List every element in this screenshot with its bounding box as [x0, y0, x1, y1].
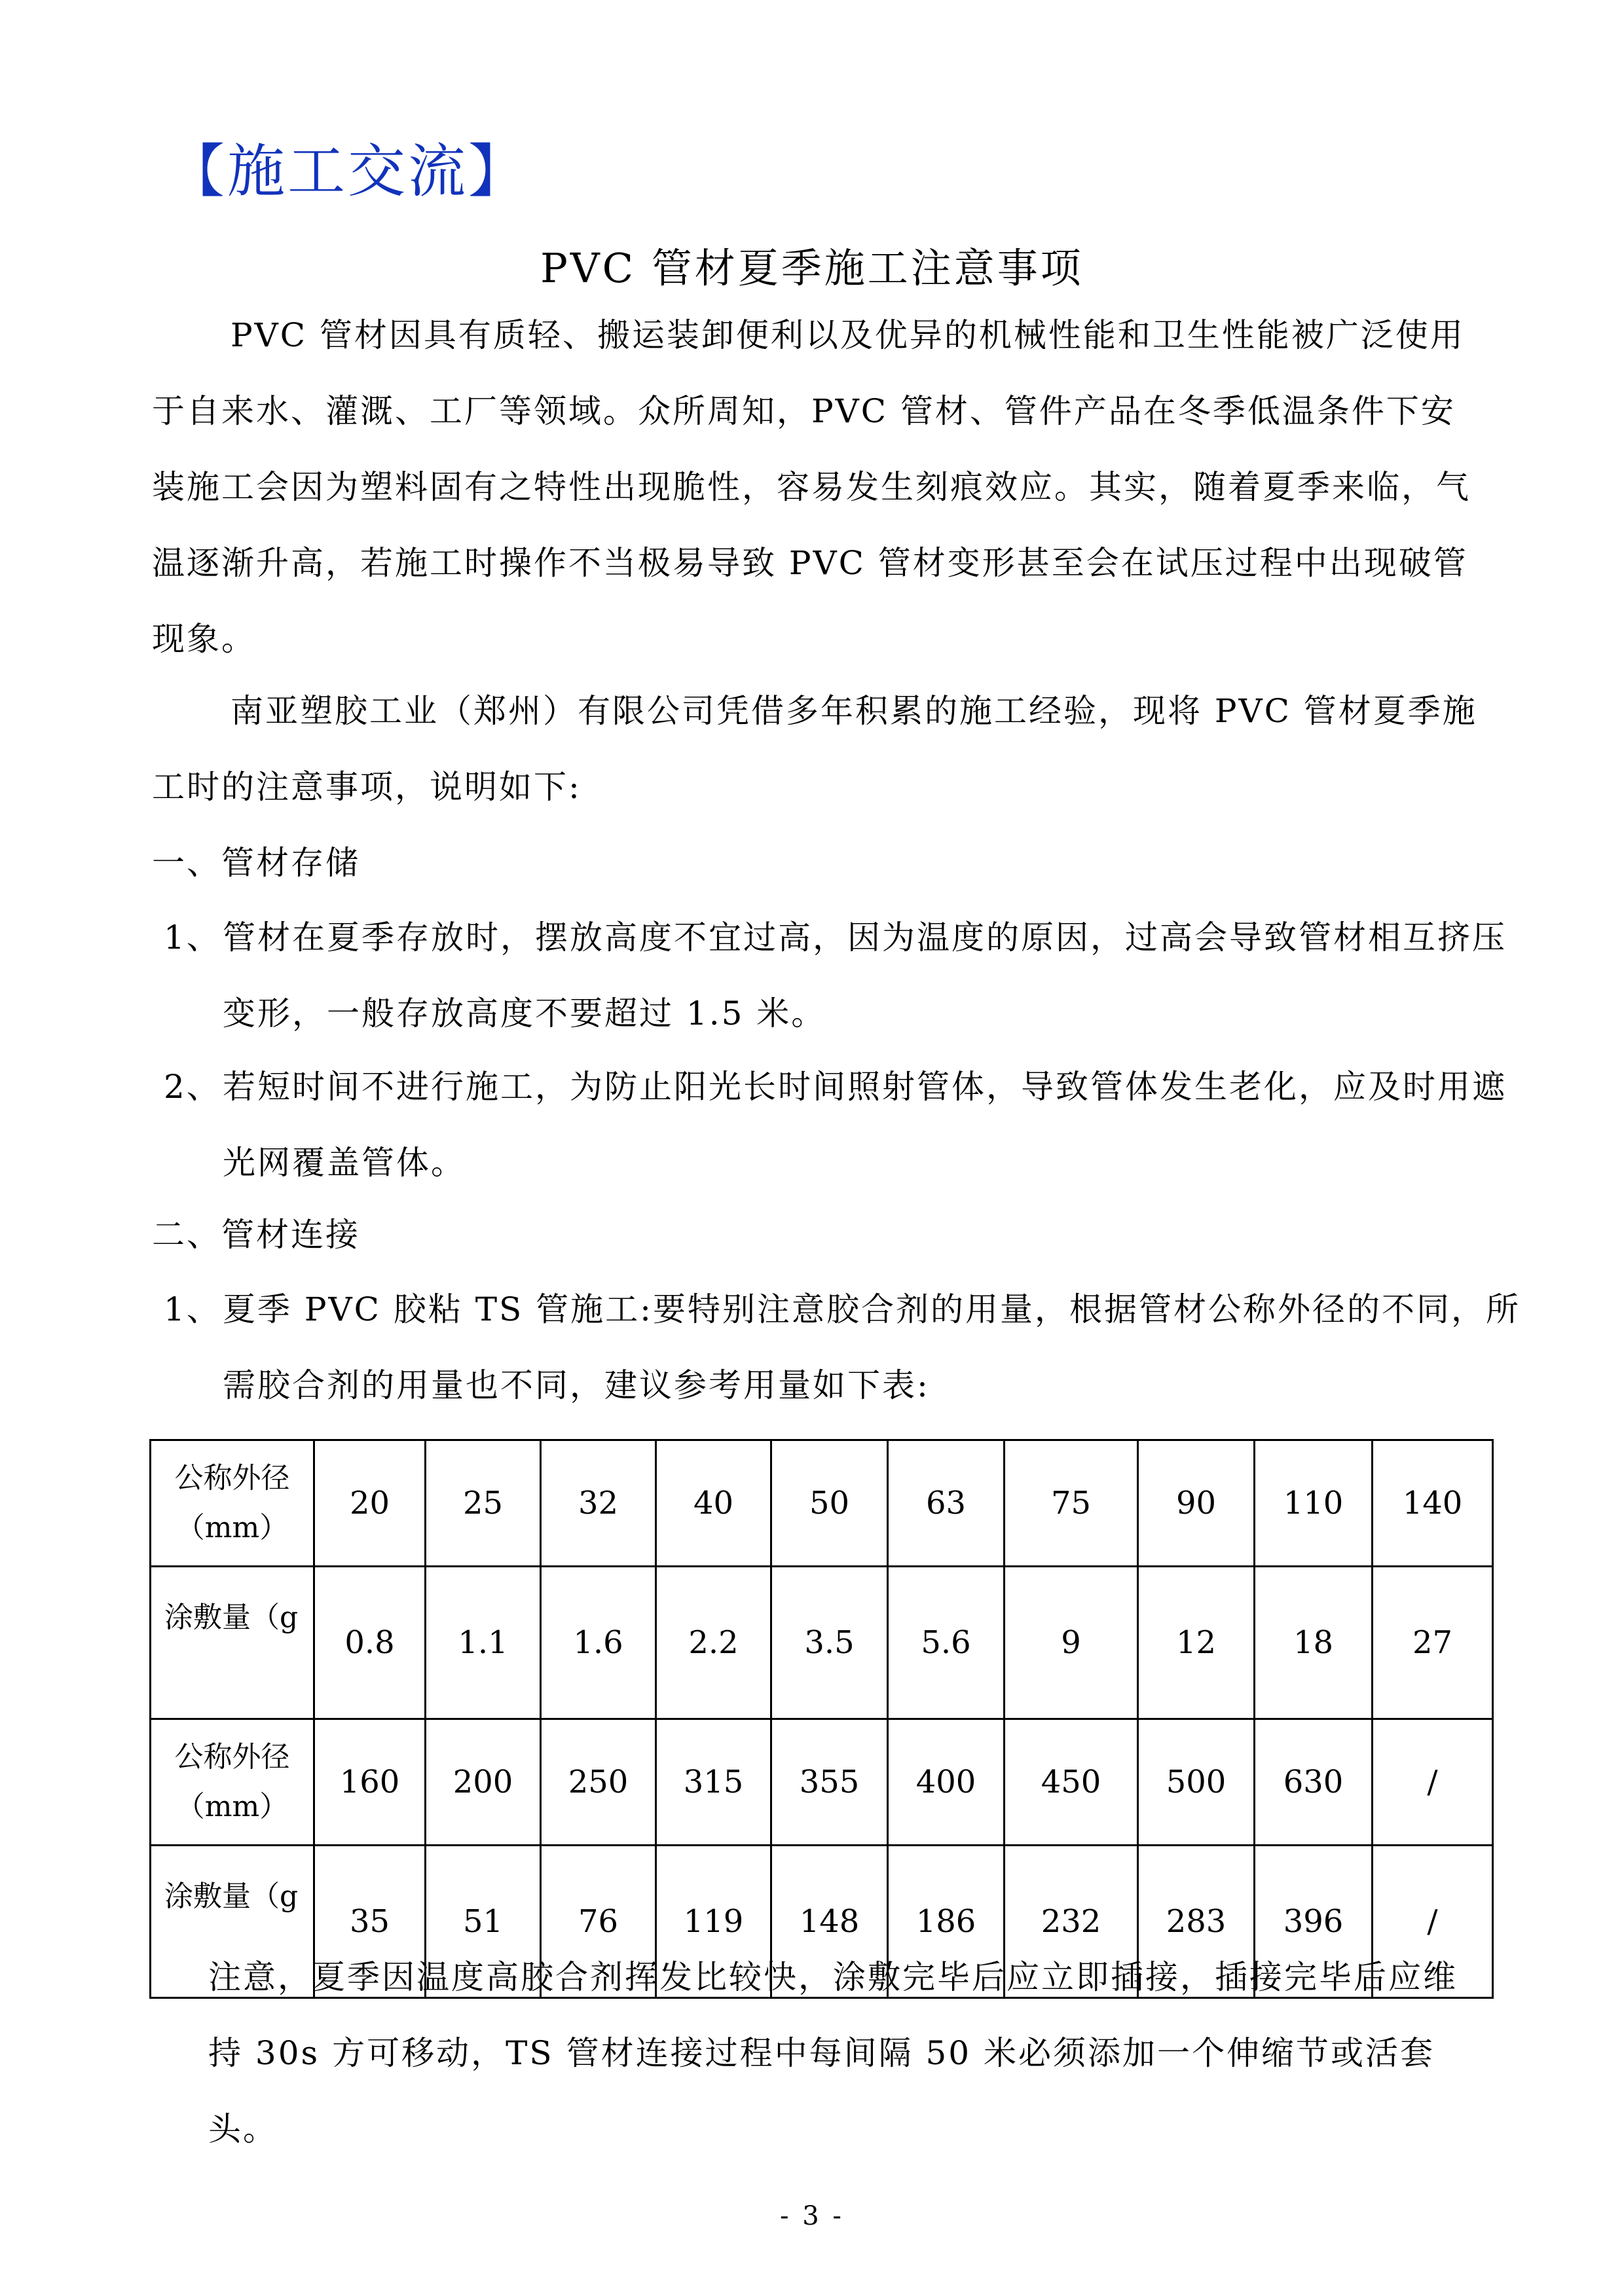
- intro-paragraph: [152, 297, 1481, 677]
- table-cell: 27: [1373, 1567, 1493, 1719]
- intro2-text: 南亚塑胶工业（郑州）有限公司凭借多年积累的施工经验，现将 PVC 管材夏季施工时的注意事项，说明如下:: [152, 692, 1477, 806]
- table-cell: 232: [1005, 1846, 1138, 1998]
- table-cell: 5.6: [888, 1567, 1005, 1719]
- table-cell: 119: [656, 1846, 771, 1998]
- table-cell: /: [1373, 1719, 1493, 1846]
- section-tag: 【施工交流】: [167, 137, 529, 205]
- table-cell: 160: [314, 1719, 426, 1846]
- table-cell: 450: [1005, 1719, 1138, 1846]
- note-paragraph: 注意，夏季因温度高胶合剂挥发比较快，涂敷完毕后应立即插接，插接完毕后应维持 30s 方可移动，TS 管材连接过程中每间隔 50 米必须添加一个伸缩节或活套头。: [208, 1958, 1458, 2148]
- table-cell: 40: [656, 1440, 771, 1567]
- item-text: 夏季 PVC 胶粘 TS 管施工:要特别注意胶合剂的用量，根据管材公称外径的不同，所需胶合剂的用量也不同，建议参考用量如下表:: [223, 1290, 1521, 1404]
- table-cell: 110: [1255, 1440, 1373, 1567]
- table-cell: 396: [1255, 1846, 1373, 1998]
- intro-paragraph-2: [152, 673, 1481, 825]
- table-cell: 2.2: [656, 1567, 771, 1719]
- glue-amount-table: [149, 1439, 1494, 1999]
- table-cell: 315: [656, 1719, 771, 1846]
- table-cell: 400: [888, 1719, 1005, 1846]
- table-cell: 630: [1255, 1719, 1373, 1846]
- table-row-label: 公称外径 （mm）: [151, 1440, 314, 1567]
- section-1-heading: 一、管材存储: [152, 844, 360, 882]
- table-cell: 1.6: [541, 1567, 656, 1719]
- table-cell: 51: [426, 1846, 541, 1998]
- table-cell: 186: [888, 1846, 1005, 1998]
- table-cell: 500: [1138, 1719, 1255, 1846]
- item-number: 1、: [164, 919, 221, 957]
- table-cell: 3.5: [771, 1567, 888, 1719]
- table-cell: 20: [314, 1440, 426, 1567]
- table-cell: 35: [314, 1846, 426, 1998]
- table-cell: 355: [771, 1719, 888, 1846]
- section-2-item-1: [164, 1271, 1540, 1423]
- table-cell: 25: [426, 1440, 541, 1567]
- item-number: 1、: [164, 1290, 221, 1328]
- section-1-item-2: [164, 1049, 1540, 1201]
- table-row: [151, 1719, 1493, 1846]
- table-cell: 283: [1138, 1846, 1255, 1998]
- document-title: PVC 管材夏季施工注意事项: [540, 244, 1084, 292]
- item-text: 若短时间不进行施工，为防止阳光长时间照射管体，导致管体发生老化，应及时用遮光网覆盖管体。: [223, 1068, 1507, 1182]
- table-cell: 75: [1005, 1440, 1138, 1567]
- table-cell: 140: [1373, 1440, 1493, 1567]
- table-cell: /: [1373, 1846, 1493, 1998]
- table-cell: 50: [771, 1440, 888, 1567]
- table-cell: 0.8: [314, 1567, 426, 1719]
- table-cell: 12: [1138, 1567, 1255, 1719]
- table-cell: 9: [1005, 1567, 1138, 1719]
- table-row: [151, 1440, 1493, 1567]
- table-row-label: 公称外径 （mm）: [151, 1719, 314, 1846]
- table-cell: 76: [541, 1846, 656, 1998]
- table-cell: 18: [1255, 1567, 1373, 1719]
- page-number: - 3 -: [780, 2201, 844, 2231]
- item-text: 管材在夏季存放时，摆放高度不宜过高，因为温度的原因，过高会导致管材相互挤压变形，一般存放高度不要超过 1.5 米。: [223, 919, 1507, 1032]
- intro-text: PVC 管材因具有质轻、搬运装卸便利以及优异的机械性能和卫生性能被广泛使用于自来水、灌溉、工厂等领域。众所周知，PVC 管材、管件产品在冬季低温条件下安装施工会因为塑料固有之特性出现脆性，容易发生刻痕效应。其实，随着夏季来临，气温逐渐升高，若施工时操作不当极易导致 PVC 管材变形甚至会在试压过程中出现破管现象。: [152, 316, 1471, 658]
- table-cell: 90: [1138, 1440, 1255, 1567]
- table-cell: 148: [771, 1846, 888, 1998]
- table-cell: 1.1: [426, 1567, 541, 1719]
- table-cell: 63: [888, 1440, 1005, 1567]
- section-2-heading: 二、管材连接: [152, 1216, 360, 1254]
- table-cell: 32: [541, 1440, 656, 1567]
- item-number: 2、: [164, 1068, 221, 1106]
- table-row: [151, 1567, 1493, 1719]
- table-row-label: 涂敷量（g: [151, 1846, 314, 1998]
- table-cell: 200: [426, 1719, 541, 1846]
- table-row-label: 涂敷量（g: [151, 1567, 314, 1719]
- section-1-item-1: [164, 900, 1540, 1051]
- table-cell: 250: [541, 1719, 656, 1846]
